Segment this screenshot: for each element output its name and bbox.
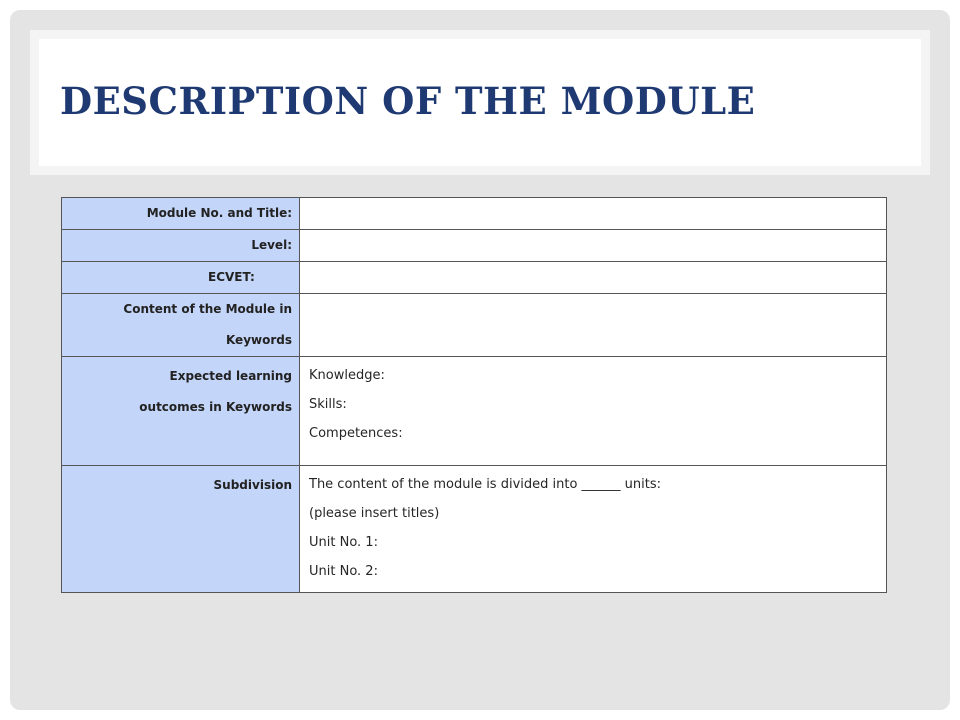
skills-label: Skills: (309, 397, 347, 412)
knowledge-label: Knowledge: (309, 368, 385, 383)
content-keywords-field[interactable] (300, 294, 887, 357)
row-label: ECVET: (208, 270, 255, 284)
table-row-module-title (62, 198, 887, 230)
row-label: Level: (251, 238, 292, 252)
page-title: DESCRIPTION OF THE MODULE (60, 79, 756, 123)
row-label: Content of the Module in (123, 302, 292, 316)
label-cell (62, 198, 300, 230)
label-cell (62, 357, 300, 466)
table-row-learning-outcomes (62, 357, 887, 466)
subdivision-text: The content of the module is divided into ______ units: (309, 477, 662, 492)
title-frame (30, 30, 930, 175)
unit-2-label: Unit No. 2: (309, 564, 378, 579)
module-description-table (61, 197, 887, 593)
row-label: Subdivision (213, 478, 292, 492)
row-label: Module No. and Title: (146, 206, 292, 220)
competences-label: Competences: (309, 426, 403, 441)
module-title-field[interactable] (300, 198, 887, 230)
ecvet-field[interactable] (300, 262, 887, 294)
table-row-level (62, 230, 887, 262)
title-box (39, 39, 921, 166)
label-cell (62, 262, 300, 294)
row-label: Keywords (225, 333, 292, 347)
table-row-ecvet (62, 262, 887, 294)
table-row-content-keywords (62, 294, 887, 357)
subdivision-hint: (please insert titles) (309, 506, 440, 521)
row-label: outcomes in Keywords (139, 400, 292, 414)
unit-1-label: Unit No. 1: (309, 535, 378, 550)
label-cell (62, 466, 300, 593)
subdivision-field[interactable] (300, 466, 887, 593)
label-cell (62, 230, 300, 262)
row-label: Expected learning (169, 369, 292, 383)
label-cell (62, 294, 300, 357)
learning-outcomes-field[interactable] (300, 357, 887, 466)
level-field[interactable] (300, 230, 887, 262)
table-row-subdivision (62, 466, 887, 593)
